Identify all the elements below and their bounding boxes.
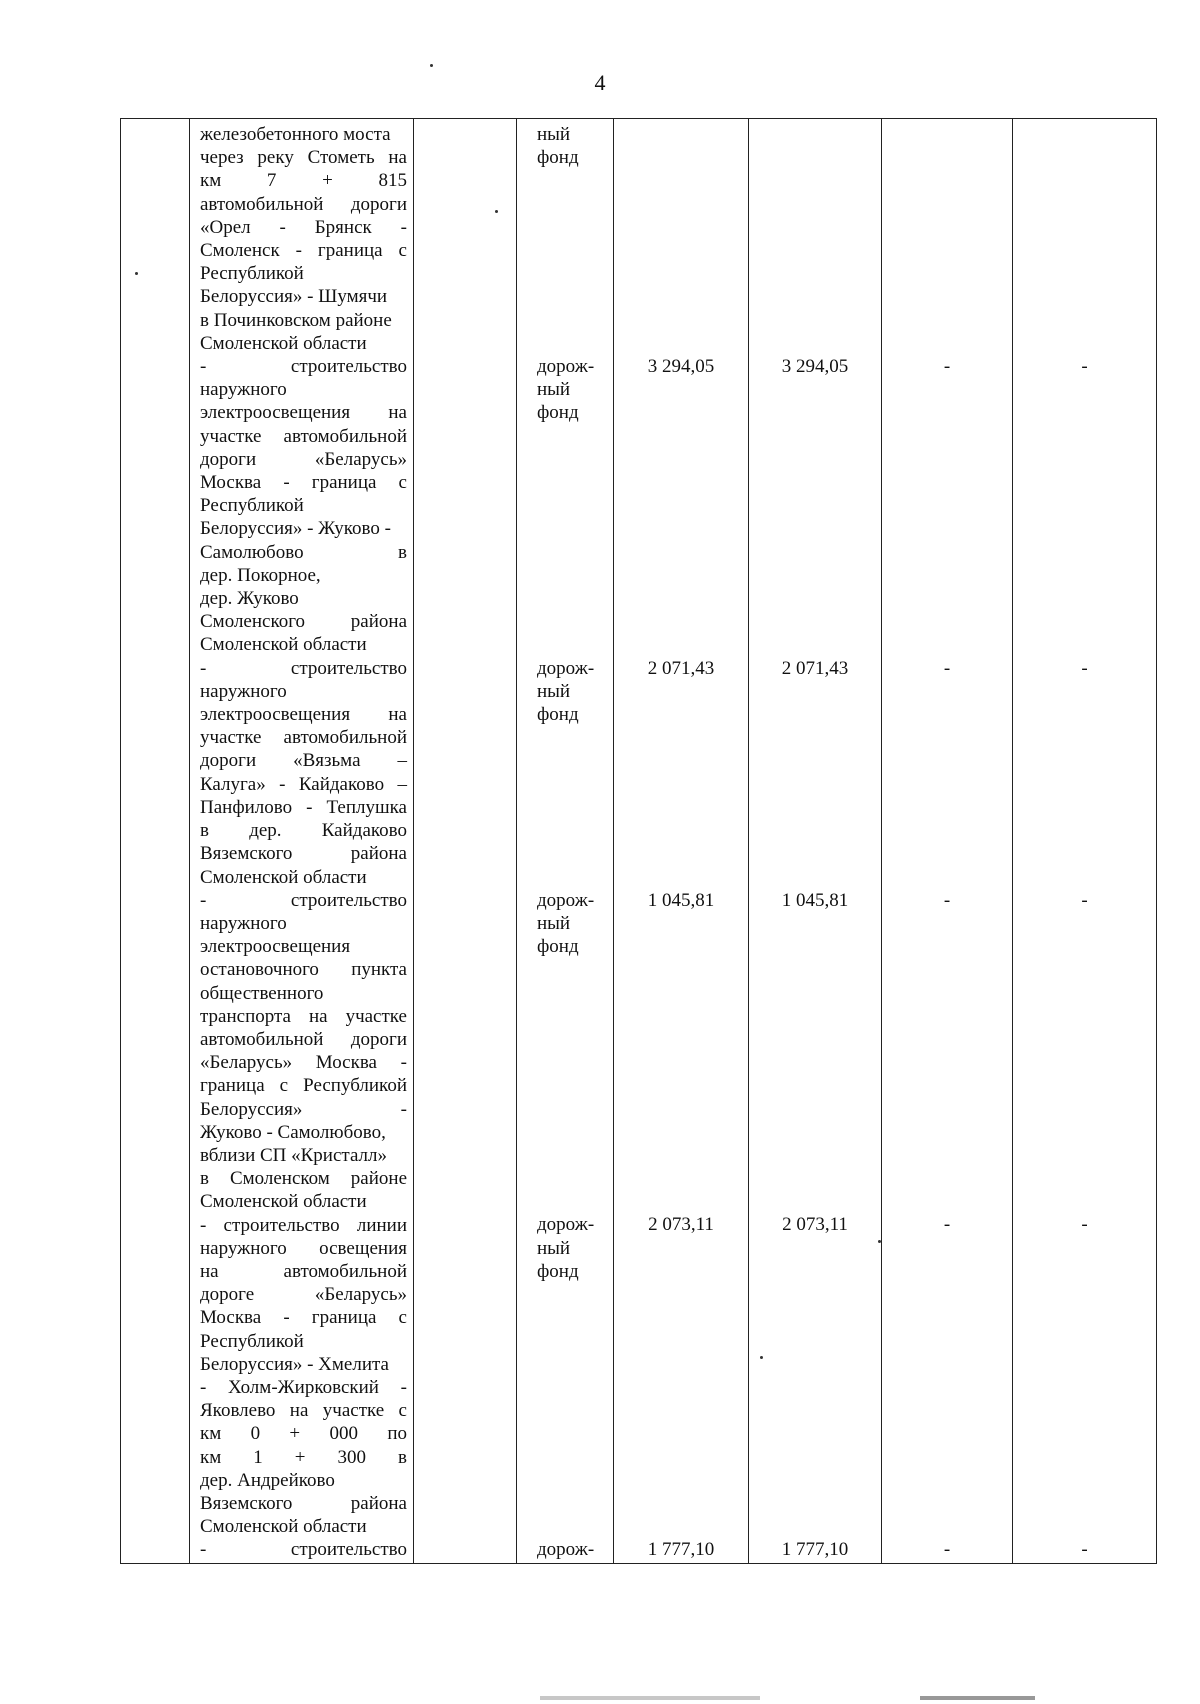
description-line: электроосвещения на [200, 704, 407, 726]
value-3-entry: - [943, 1214, 951, 1236]
description-line: Москва - граница с [200, 472, 407, 494]
value-3-entry: - [943, 1539, 951, 1561]
value-4-entry: - [1081, 1214, 1088, 1236]
description-line: Белоруссия» - Хмелита [200, 1353, 389, 1375]
description-line: дер. Жуково [200, 588, 299, 610]
description-line: «Орел - Брянск - [200, 216, 407, 238]
description-line: участке автомобильной [200, 425, 407, 447]
value-4-entry: - [1081, 1539, 1088, 1561]
value-2-entry: 2 073,11 [782, 1214, 848, 1236]
fund-line: дорож- [537, 889, 595, 911]
fund-line: фонд [537, 704, 579, 725]
description-line: км 0 + 000 по [200, 1423, 407, 1445]
value-4-entry: - [1081, 889, 1088, 911]
description-line: Смоленского района [200, 611, 407, 633]
value-3-entry: - [943, 889, 951, 911]
description-line: дороге «Беларусь» [200, 1284, 407, 1306]
fund-line: ный [537, 379, 571, 401]
description-cell [190, 119, 414, 1564]
description-line: - строительство линии [200, 1214, 407, 1236]
description-line: автомобильной дороги [200, 193, 407, 215]
fund-line: ный [537, 912, 571, 934]
value-3-entry: - [943, 657, 951, 679]
value-1-entry: 3 294,05 [647, 356, 715, 377]
description-line: дороги «Беларусь» [200, 448, 407, 470]
description-line: Белоруссия» - Жуково - [200, 518, 391, 540]
table-row [121, 119, 1157, 1564]
description-line: - строительство [200, 889, 407, 911]
description-line: в Смоленском районе [200, 1168, 407, 1190]
description-line: вблизи СП «Кристалл» [200, 1144, 388, 1166]
fund-line: ный [537, 124, 571, 145]
description-line: Панфилово - Теплушка [200, 796, 407, 818]
description-line: в дер. Кайдаково [200, 820, 407, 842]
description-line: общественного [200, 982, 324, 1004]
description-line: наружного освещения [200, 1237, 407, 1259]
description-line: Смоленск - граница с [200, 240, 407, 262]
description-line: в Починковском районе [200, 309, 392, 331]
description-line: - строительство [200, 657, 407, 679]
description-line: Смоленской области [200, 332, 367, 354]
description-line: Белоруссия» - Шумячи [200, 286, 388, 308]
empty-column-cell [414, 119, 517, 1564]
description-line: - строительство [200, 356, 407, 378]
description-line: Республикой [200, 495, 304, 517]
scan-artifact [540, 1696, 760, 1700]
description-line: Смоленской области [200, 1516, 367, 1538]
value-1-cell [614, 119, 749, 1564]
description-line: Смоленской области [200, 1191, 367, 1213]
value-2-entry: 3 294,05 [781, 356, 849, 377]
description-line: дер. Покорное, [200, 564, 321, 586]
value-4-cell [1013, 119, 1157, 1564]
fund-line: фонд [537, 1260, 579, 1282]
budget-table [120, 118, 1157, 1564]
description-line: Калуга» - Кайдаково – [200, 773, 407, 795]
description-line: дороги «Вязьма – [200, 750, 407, 772]
fund-line: фонд [537, 402, 579, 424]
description-line: Москва - граница с [200, 1307, 407, 1329]
description-line: наружного [200, 912, 287, 934]
description-line: наружного [200, 379, 287, 401]
fund-cell [517, 119, 614, 1564]
fund-line: ный [537, 1237, 571, 1259]
value-3-text [882, 119, 1012, 1563]
description-line: - строительство [200, 1539, 407, 1561]
value-1-entry: 2 071,43 [647, 657, 715, 679]
value-1-entry: 1 045,81 [647, 889, 715, 911]
description-line: электроосвещения [200, 936, 351, 958]
description-line: наружного [200, 680, 287, 702]
description-line: Республикой [200, 263, 304, 285]
description-line: остановочного пункта [200, 959, 407, 981]
fund-line: дорож- [537, 657, 595, 679]
description-line: «Беларусь» Москва - [200, 1052, 407, 1074]
description-line: км 7 + 815 [200, 170, 407, 192]
value-1-text [614, 119, 748, 1563]
value-2-entry: 1 777,10 [781, 1539, 849, 1561]
value-4-entry: - [1081, 657, 1088, 679]
fund-line: фонд [537, 147, 579, 169]
description-line: Вяземского района [200, 843, 407, 865]
description-line: Республикой [200, 1330, 304, 1352]
value-1-entry: 1 777,10 [647, 1539, 715, 1561]
fund-line: дорож- [537, 356, 595, 377]
description-line: Смоленской области [200, 634, 367, 656]
value-2-text [749, 119, 881, 1563]
page-number: 4 [594, 70, 606, 95]
description-line: км 1 + 300 в [200, 1446, 407, 1468]
description-line: участке автомобильной [200, 727, 407, 749]
value-4-text [1013, 119, 1156, 1563]
scan-speck [430, 64, 433, 67]
description-text [200, 123, 407, 1562]
description-line: - Холм-Жирковский - [200, 1376, 407, 1398]
description-line: граница с Республикой [200, 1075, 407, 1097]
description-line: через реку Стометь на [200, 147, 407, 169]
value-2-cell [749, 119, 882, 1564]
fund-line: ный [537, 680, 571, 702]
description-line: транспорта на участке [200, 1005, 407, 1027]
value-2-entry: 1 045,81 [781, 889, 849, 911]
value-3-entry: - [943, 356, 951, 377]
table-body [121, 119, 1157, 1564]
description-line: электроосвещения на [200, 402, 407, 424]
number-column-cell [121, 119, 190, 1564]
description-line: Жуково - Самолюбово, [200, 1121, 386, 1143]
description-line: дер. Андрейково [200, 1469, 335, 1491]
description-line: на автомобильной [200, 1260, 407, 1282]
description-line: Белоруссия» - [200, 1098, 407, 1120]
fund-line: дорож- [537, 1539, 595, 1561]
description-line: Смоленской области [200, 866, 367, 888]
description-line: Вяземского района [200, 1492, 407, 1514]
fund-line: фонд [537, 936, 579, 957]
description-line: Самолюбово в [200, 541, 407, 563]
description-line: Яковлево на участке с [200, 1400, 407, 1422]
value-1-entry: 2 073,11 [648, 1214, 714, 1236]
value-3-cell [882, 119, 1013, 1564]
value-2-entry: 2 071,43 [781, 657, 849, 679]
scan-artifact [920, 1696, 1035, 1700]
fund-text [537, 123, 613, 1561]
description-line: автомобильной дороги [200, 1028, 407, 1050]
description-line: железобетонного моста [200, 124, 391, 145]
fund-line: дорож- [537, 1214, 595, 1236]
value-4-entry: - [1081, 356, 1088, 377]
